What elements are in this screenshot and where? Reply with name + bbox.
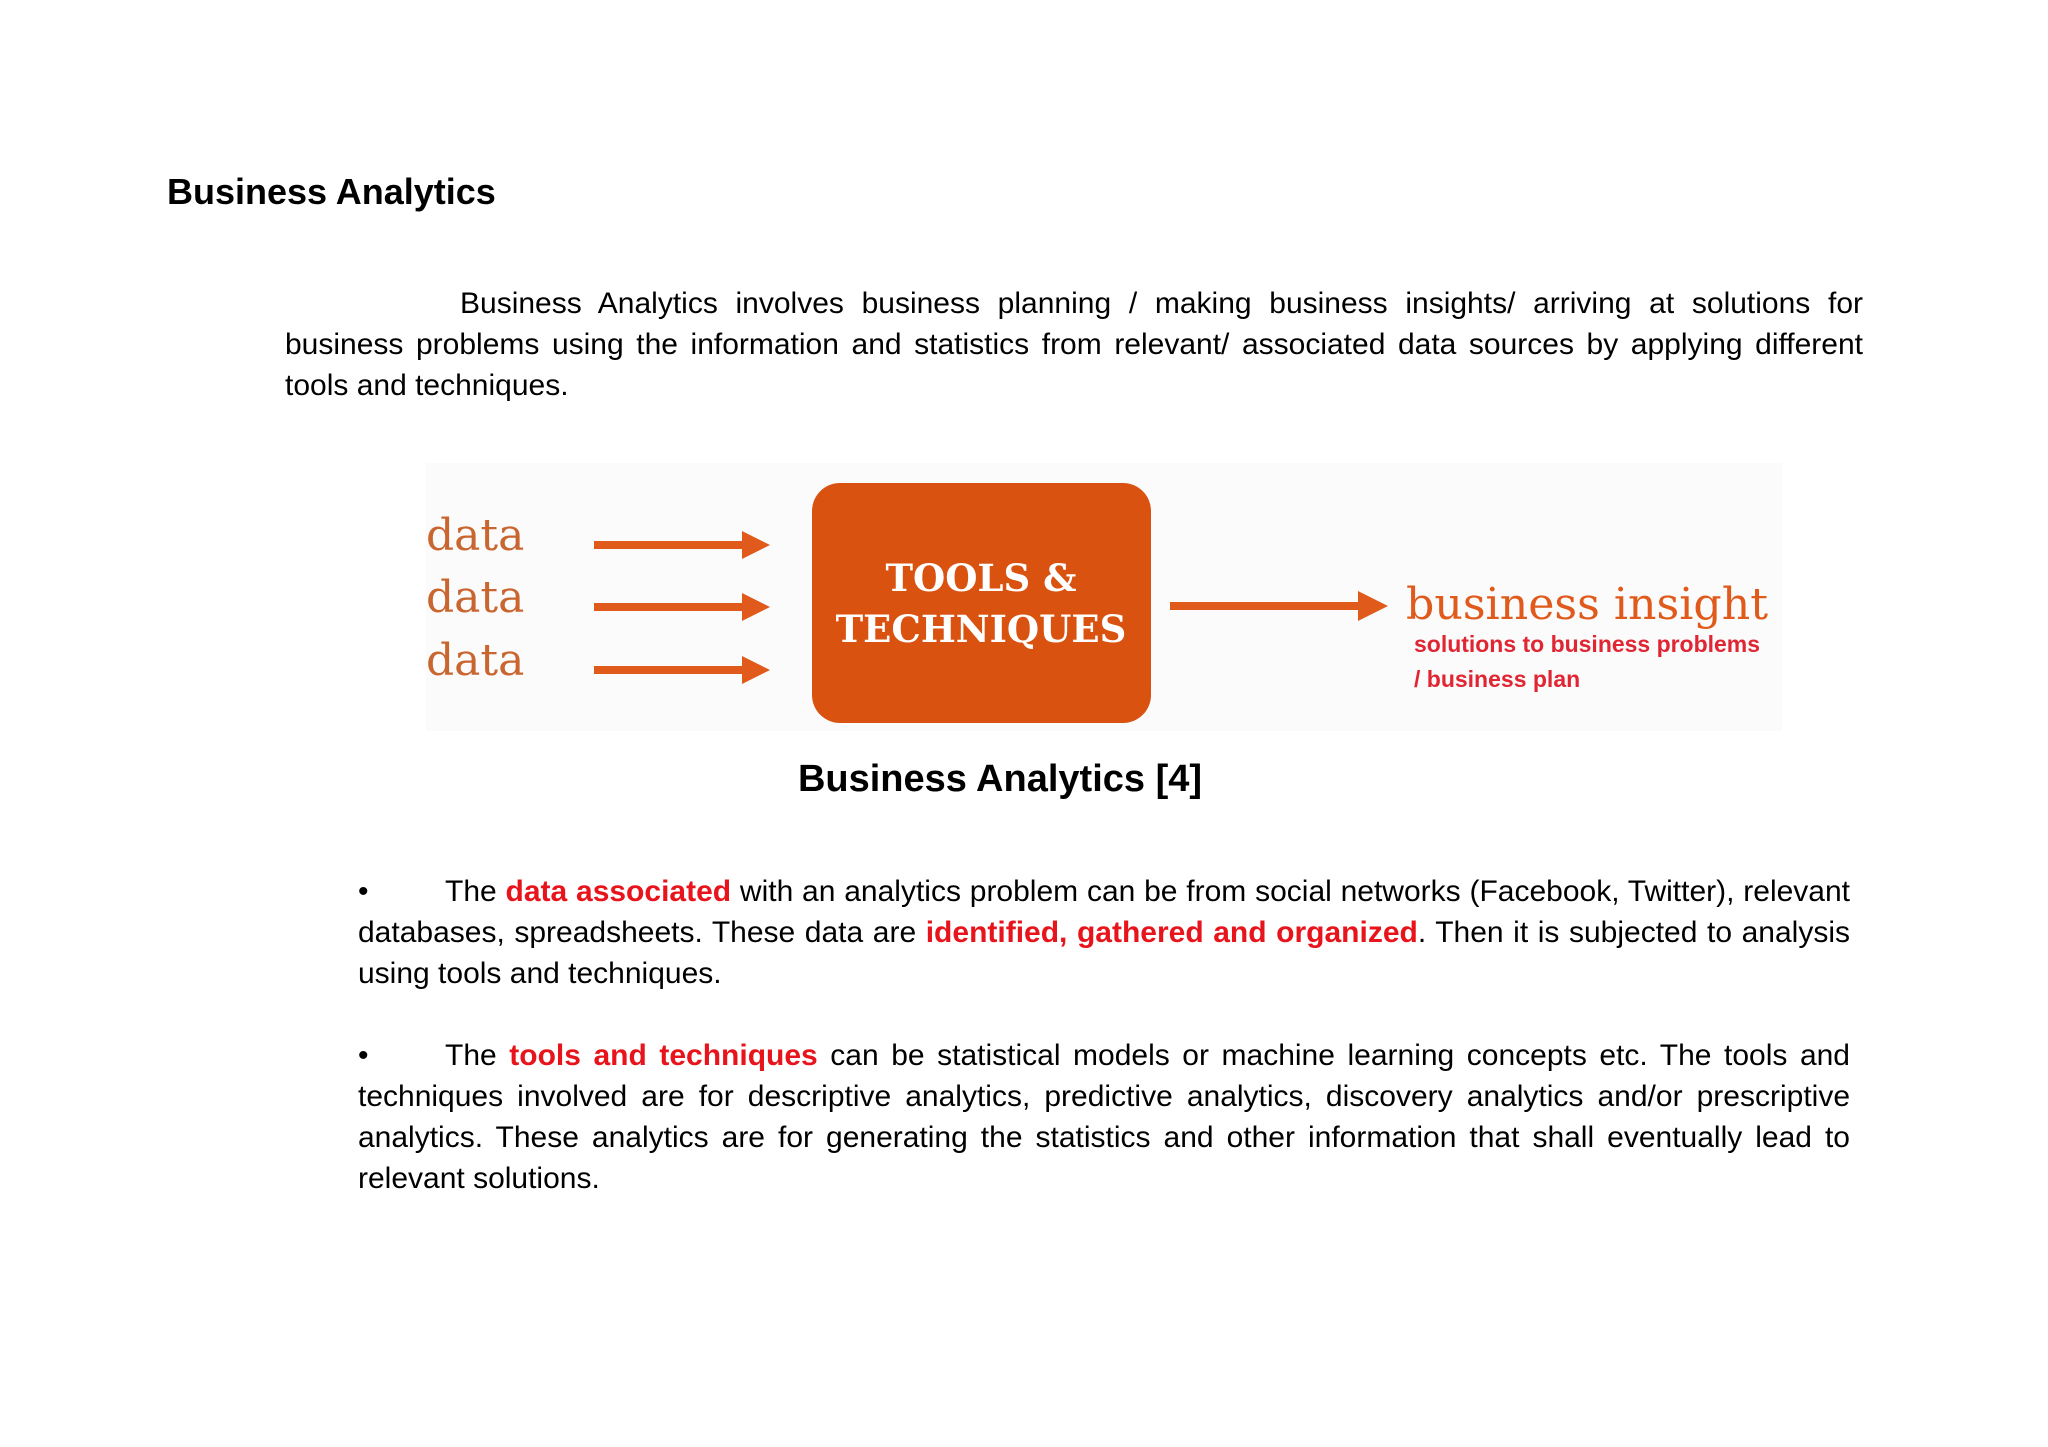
bullet-text: The — [445, 875, 506, 908]
input-arrow-2 — [594, 593, 770, 621]
output-arrow — [1170, 591, 1388, 621]
output-subtitle-line-2: / business plan — [1414, 666, 1581, 692]
business-analytics-diagram — [426, 463, 1782, 731]
input-arrow-3 — [594, 656, 770, 684]
bullet-text: . Then it is subjected to analysis using tools and techniques. — [358, 916, 1850, 990]
bullet-tools-techniques — [358, 1035, 1850, 1199]
input-label-3: data — [426, 635, 525, 686]
figure-caption: Business Analytics [4] — [797, 758, 1203, 800]
input-label-1: data — [426, 510, 525, 561]
page-title: Business Analytics — [167, 171, 496, 212]
highlight-identified-gathered-organized: identified, gathered and organized — [925, 916, 1418, 949]
box-label-line-2: TECHNIQUES — [835, 607, 1127, 651]
bullet-text: can be statistical models or machine learning concepts etc. The tools and techniques involved are for descriptive analytics, predictive analytics, discovery analytics and/or prescriptive analytics. These analytics are for generating the statistics and other information that shall eventually lead to relevant solutions. — [358, 1039, 1850, 1195]
box-label-line-1: TOOLS & — [885, 556, 1077, 600]
input-label-2: data — [426, 572, 525, 623]
bullet-text: The — [445, 1039, 510, 1072]
tools-techniques-box — [812, 483, 1151, 723]
bullet-marker: • — [358, 1039, 369, 1072]
bullet-list — [358, 871, 1850, 1240]
highlight-data-associated: data associated — [505, 875, 732, 908]
output-subtitle-line-1: solutions to business problems — [1414, 631, 1760, 657]
output-title: business insight — [1406, 579, 1769, 630]
intro-paragraph: Business Analytics involves business planning / making business insights/ arriving at solutions for business problems using the information and statistics from relevant/ associated data sources by applying different tools and techniques. — [285, 287, 1863, 402]
bullet-data-associated — [358, 871, 1850, 994]
bullet-marker: • — [358, 875, 369, 908]
bullet-text: with an analytics problem can be from social networks (Facebook, Twitter), relevant databases, spreadsheets. These data are — [358, 875, 1850, 949]
input-arrow-1 — [594, 531, 770, 559]
highlight-tools-and-techniques: tools and techniques — [509, 1039, 818, 1072]
